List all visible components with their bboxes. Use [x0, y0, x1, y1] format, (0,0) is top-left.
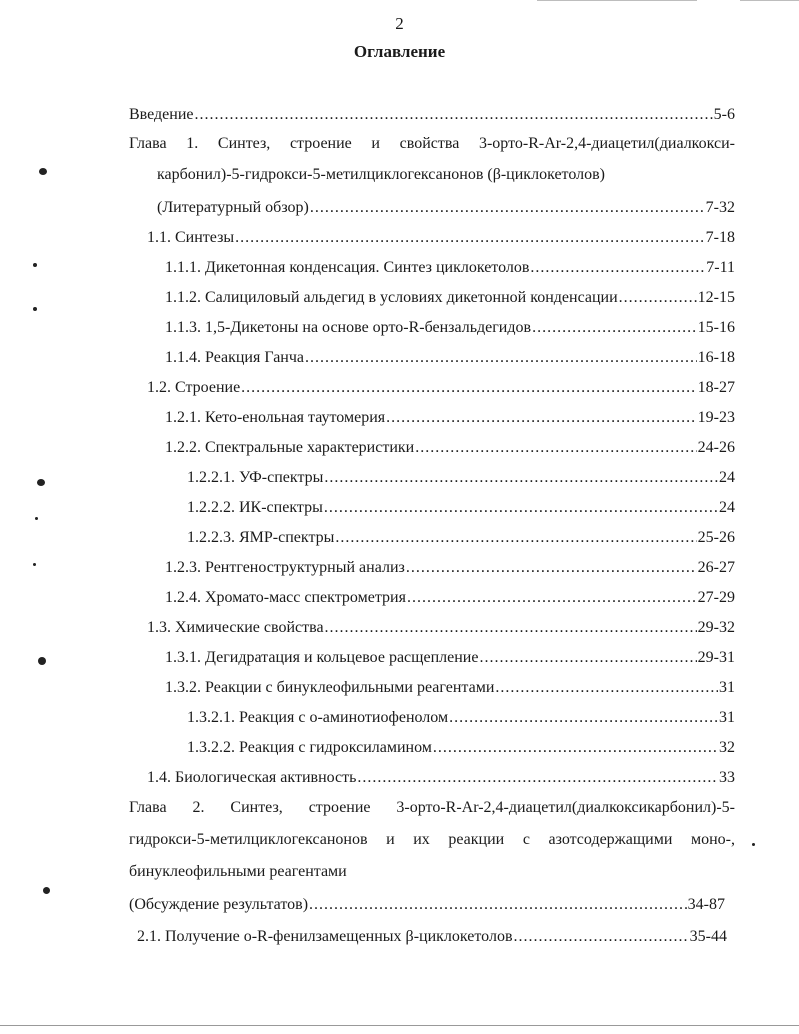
binder-hole-mark	[33, 563, 36, 566]
leader-dots	[406, 557, 697, 579]
toc-entry-1-3-2-2[interactable]	[187, 737, 735, 759]
chapter1-heading-line2: карбонил)-5-гидрокси-5-метилциклогексанонов (β-циклокетолов)	[157, 166, 605, 183]
page-title: Оглавление	[353, 42, 446, 61]
toc-entry-1-2-3[interactable]	[165, 557, 735, 579]
leader-dots	[309, 894, 687, 916]
toc-entry-pages: 31	[719, 709, 735, 726]
leader-dots	[449, 707, 718, 729]
toc-entry-1-2-2-3[interactable]	[187, 527, 735, 549]
chapter2-heading-line2: гидрокси-5-метилциклогексанонов и их реакции с азотсодержащими моно-,	[129, 831, 735, 848]
toc-entry-label: (Обсуждение результатов)	[129, 896, 309, 913]
toc-entry-pages: 33	[719, 769, 735, 786]
leader-dots	[407, 587, 697, 609]
toc-entry-1-2-2-2[interactable]	[187, 497, 735, 519]
toc-entry-label: 1.2.4. Хромато-масс спектрометрия	[165, 589, 406, 606]
toc-entry-pages: 29-32	[697, 619, 735, 636]
toc-entry-label: 1.1.3. 1,5-Дикетоны на основе орто-R-бензальдегидов	[165, 319, 532, 336]
toc-entry-1-1-2[interactable]	[165, 287, 735, 309]
toc-entry-label: 1.1. Синтезы	[147, 229, 235, 246]
toc-entry-label: 1.2.2.2. ИК-спектры	[187, 499, 323, 516]
toc-entry-pages: 16-18	[697, 349, 735, 366]
toc-entry-pages: 29-31	[697, 649, 735, 666]
leader-dots	[479, 647, 696, 669]
leader-dots	[324, 497, 718, 519]
toc-entry-pages: 24-26	[697, 439, 735, 456]
toc-entry-label: 1.3.2.1. Реакция с о-аминотиофенолом	[187, 709, 449, 726]
toc-entry-pages: 5-6	[713, 106, 735, 123]
leader-dots	[357, 767, 718, 789]
toc-entry-label: 1.1.2. Салициловый альдегид в условиях дикетонной конденсации	[165, 289, 618, 306]
toc-entry-pages: 24	[719, 499, 735, 516]
toc-entry-pages: 27-29	[697, 589, 735, 606]
toc-entry-pages: 26-27	[697, 559, 735, 576]
binder-hole-mark	[33, 263, 37, 267]
toc-entry-chapter2[interactable]	[129, 894, 725, 916]
toc-entry-label: 1.2. Строение	[147, 379, 241, 396]
binder-hole-mark	[38, 657, 46, 665]
chapter2-heading-line3: бинуклеофильными реагентами	[129, 863, 347, 880]
leader-dots	[325, 617, 697, 639]
toc-entry-1-4[interactable]	[147, 767, 735, 789]
top-scan-line-1	[537, 0, 697, 1]
toc-entry-pages: 34-87	[687, 896, 725, 913]
toc-entry-label: 2.1. Получение о-R-фенилзамещенных β-циклокетолов	[137, 928, 513, 945]
toc-entry-1-1-1[interactable]	[165, 257, 735, 279]
toc-entry-1-2-2-1[interactable]	[187, 467, 735, 489]
toc-entry-label: 1.1.4. Реакция Ганча	[165, 349, 305, 366]
toc-entry-label: 1.2.2.1. УФ-спектры	[187, 469, 324, 486]
toc-entry-1-3-2[interactable]	[165, 677, 735, 699]
toc-entry-label: 1.3.2. Реакции с бинуклеофильными реагентами	[165, 679, 495, 696]
leader-dots	[433, 737, 718, 759]
toc-entry-1-1-3[interactable]	[165, 317, 735, 339]
toc-entry-pages: 35-44	[689, 928, 727, 945]
toc-entry-1-2-2[interactable]	[165, 437, 735, 459]
toc-entry-label: 1.2.3. Рентгеноструктурный анализ	[165, 559, 405, 576]
toc-entry-pages: 15-16	[697, 319, 735, 336]
toc-entry-label: 1.3.2.2. Реакция с гидроксиламином	[187, 739, 432, 756]
toc-entry-pages: 12-15	[697, 289, 735, 306]
toc-entry-label: 1.2.2. Спектральные характеристики	[165, 439, 415, 456]
toc-entry-pages: 25-26	[697, 529, 735, 546]
toc-entry-label: 1.4. Биологическая активность	[147, 769, 357, 786]
leader-dots	[310, 197, 705, 219]
binder-hole-mark	[752, 843, 755, 846]
toc-entry-label: 1.3. Химические свойства	[147, 619, 324, 636]
leader-dots	[619, 287, 697, 309]
leader-dots	[235, 227, 705, 249]
toc-entry-chapter1[interactable]	[157, 197, 735, 219]
page-number: 2	[395, 14, 404, 33]
binder-hole-mark	[33, 307, 37, 311]
top-scan-line-2	[740, 0, 799, 1]
toc-entry-1-1-4[interactable]	[165, 347, 735, 369]
binder-hole-mark	[39, 168, 47, 175]
chapter1-heading-line1: Глава 1. Синтез, строение и свойства 3-орто-R-Ar-2,4-диацетил(диалкокси-	[129, 135, 735, 152]
chapter2-heading-line1: Глава 2. Синтез, строение 3-орто-R-Ar-2,4-диацетил(диалкоксикарбонил)-5-	[129, 799, 735, 816]
toc-entry-2-1[interactable]	[137, 926, 727, 948]
toc-entry-label: 1.2.1. Кето-енольная таутомерия	[165, 409, 386, 426]
leader-dots	[324, 467, 718, 489]
binder-hole-mark	[37, 479, 45, 486]
leader-dots	[241, 377, 697, 399]
leader-dots	[415, 437, 696, 459]
leader-dots	[532, 317, 697, 339]
toc-entry-1-3[interactable]	[147, 617, 735, 639]
binder-hole-mark	[43, 887, 50, 894]
toc-entry-1-3-1[interactable]	[165, 647, 735, 669]
leader-dots	[514, 926, 689, 948]
toc-entry-label: 1.3.1. Дегидратация и кольцевое расщепление	[165, 649, 479, 666]
leader-dots	[195, 104, 713, 126]
toc-entry-1-2-4[interactable]	[165, 587, 735, 609]
toc-entry-pages: 31	[719, 679, 735, 696]
toc-entry-1-2-1[interactable]	[165, 407, 735, 429]
toc-entry-pages: 7-18	[705, 229, 735, 246]
binder-hole-mark	[35, 517, 38, 520]
toc-entry-pages: 7-11	[706, 259, 735, 276]
toc-entry-1-2[interactable]	[147, 377, 735, 399]
leader-dots	[495, 677, 718, 699]
leader-dots	[386, 407, 697, 429]
toc-entry-intro[interactable]	[129, 104, 735, 126]
toc-entry-pages: 24	[719, 469, 735, 486]
bottom-scan-line	[0, 1025, 799, 1026]
leader-dots	[530, 257, 705, 279]
leader-dots	[305, 347, 697, 369]
toc-entry-label: 1.2.2.3. ЯМР-спектры	[187, 529, 335, 546]
toc-entry-pages: 32	[719, 739, 735, 756]
toc-entry-pages: 7-32	[705, 199, 735, 216]
leader-dots	[335, 527, 696, 549]
toc-entry-1-3-2-1[interactable]	[187, 707, 735, 729]
toc-entry-pages: 18-27	[697, 379, 735, 396]
toc-entry-1-1[interactable]	[147, 227, 735, 249]
toc-entry-label: (Литературный обзор)	[157, 199, 309, 216]
toc-entry-label: Введение	[129, 106, 194, 123]
toc-entry-label: 1.1.1. Дикетонная конденсация. Синтез циклокетолов	[165, 259, 530, 276]
toc-entry-pages: 19-23	[697, 409, 735, 426]
